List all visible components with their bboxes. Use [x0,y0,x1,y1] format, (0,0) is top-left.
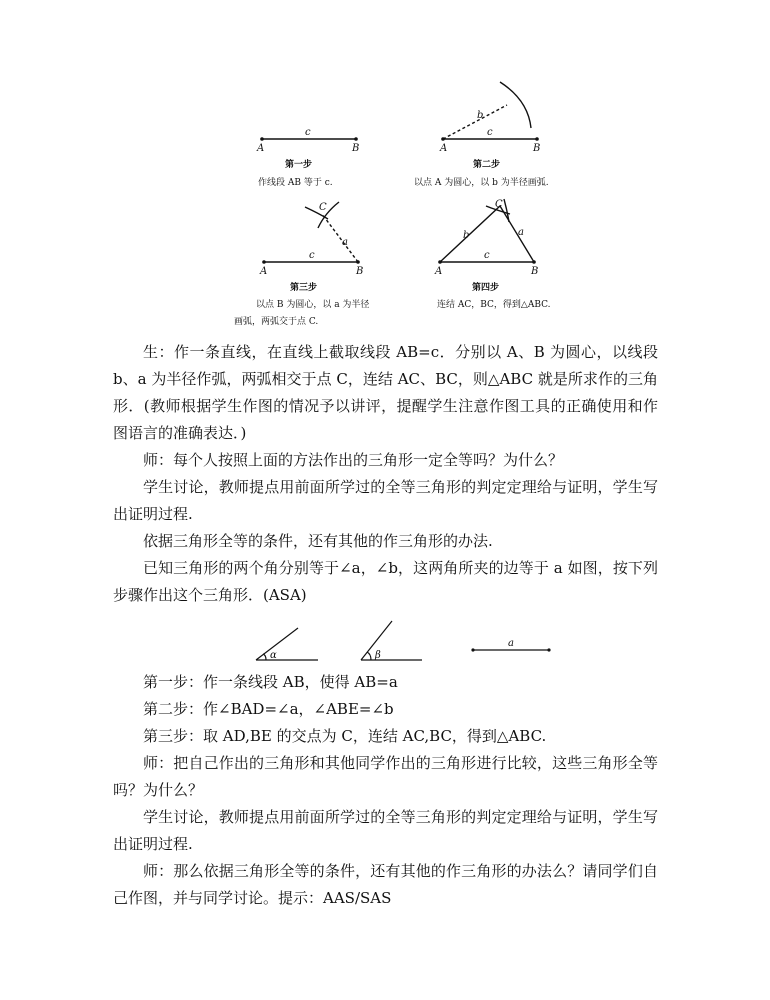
construction-figure [0,0,770,340]
step-line: 第三步：取 AD,BE 的交点为 C，连结 AC,BC，得到△ABC. [143,727,547,745]
label-c: c [309,250,315,261]
step1-caption: 作线段 AB 等于 c. [258,178,333,188]
step3-radius-a [322,214,358,262]
paragraph: 依据三角形全等的条件，还有其他的作三角形的办法. [143,532,493,550]
step-line: 第二步：作∠BAD=∠a，∠ABE=∠b [143,700,394,718]
step3-caption-line1: 以点 B 为圆心，以 a 为半径 [256,300,370,310]
paragraph: 师：那么依据三角形全等的条件，还有其他的作三角形的办法么？请同学们自己作图，并与同学讨论。提示：AAS/SAS [113,862,658,907]
paragraph: 已知三角形的两个角分别等于∠a，∠b，这两角所夹的边等于 a 如图，按下列步骤作出这个三角形．(ASA) [113,559,658,604]
label-c: c [484,250,490,261]
label-a: A [435,266,443,277]
label-b: B [356,266,364,277]
step3-title: 第三步 [290,283,318,293]
label-a: a [508,638,514,649]
step1-title: 第一步 [285,160,313,170]
step2-caption: 以点 A 为圆心，以 b 为半径画弧. [414,178,549,188]
label-b: B [531,266,539,277]
label-b-side: b [463,230,470,241]
paragraph: 师：每个人按照上面的方法作出的三角形一定全等吗？为什么？ [143,451,564,469]
step2-title: 第二步 [473,160,501,170]
label-c: c [487,127,493,138]
paragraph: 学生讨论，教师提点用前面所学过的全等三角形的判定定理给与证明，学生写出证明过程. [113,478,658,523]
label-b: B [533,143,541,154]
step2-radius-b [443,105,507,139]
label-a: A [440,143,448,154]
label-beta: β [375,650,381,661]
step3-caption-line2: 画弧，两弧交于点 C. [234,317,319,327]
step4-caption: 连结 AC，BC，得到△ABC. [437,300,551,310]
label-b-radius: b [477,110,484,121]
label-c-point: C [319,202,327,213]
label-c: c [305,127,311,138]
paragraph: 生：作一条直线，在直线上截取线段 AB=c．分别以 A、B 为圆心，以线段 b、a 为半径作弧，两弧相交于点 C，连结 AC、BC，则△ABC 就是所求作的三角形．(教师根据学生作图的情况予以讲评，提醒学生注意作图工具的正确使用和作图语言的准确表达．) [113,343,658,442]
step4-title: 第四步 [472,283,500,293]
label-a: A [257,143,265,154]
step4-arc-2 [504,199,509,222]
text-block-1 [113,339,658,609]
label-c-point: C [495,199,503,210]
paragraph: 师：把自己作出的三角形和其他同学作出的三角形进行比较，这些三角形全等吗？为什么？ [113,754,658,799]
label-b: B [352,143,360,154]
label-a-side: a [518,227,524,238]
given-angles-figure [0,620,770,670]
step2-arc [500,82,531,128]
label-a-radius: a [342,237,348,248]
text-block-2 [113,669,658,912]
paragraph: 学生讨论，教师提点用前面所学过的全等三角形的判定定理给与证明，学生写出证明过程. [113,808,658,853]
label-alpha: α [270,650,277,661]
step-line: 第一步：作一条线段 AB，使得 AB=a [143,673,398,691]
label-a: A [260,266,268,277]
